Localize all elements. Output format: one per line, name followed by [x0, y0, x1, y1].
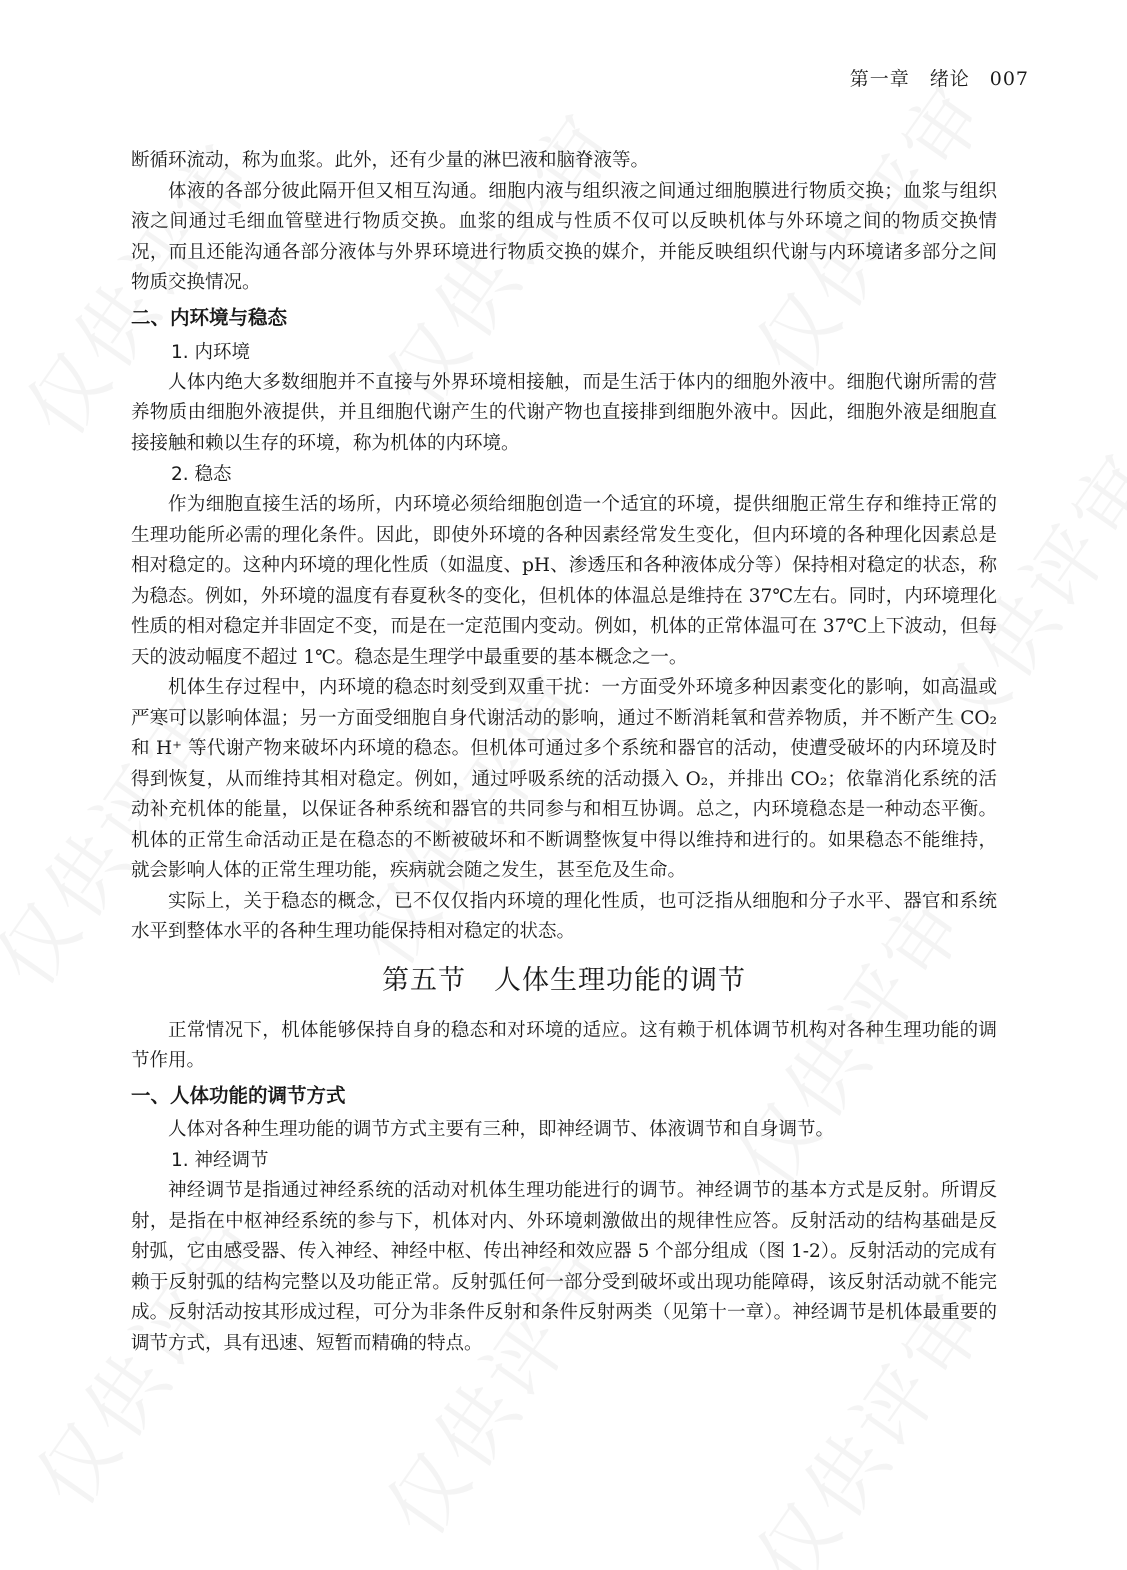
item-heading: 1. 内环境 — [171, 341, 251, 363]
body-paragraph: 人体对各种生理功能的调节方式主要有三种，即神经调节、体液调节和自身调节。 — [168, 1118, 835, 1140]
body-paragraph: 机体生存过程中，内环境的稳态时刻受到双重干扰：一方面受外环境多种因素变化的影响，如高温或严寒可以影响体温；另一方面受细胞自身代谢活动的影响，通过不断消耗氧和营养物质，并不断产生 CO₂ 和 H⁺ 等代谢产物来破坏内环境的稳态。但机体可通过多个系统和器官的活动，使遭受破坏的内环境及时得到恢复，从而维持其相对稳定。例如，通过呼吸系统的活动摄入 O₂，并排出 CO₂；依靠消化系统的活动补充机体的能量，以保证各种系统和器官的共同参与和相互协调。总之，内环境稳态是一种动态平衡。机体的正常生命活动正是在稳态的不断被破坏和不断调整恢复中得以维持和进行的。如果稳态不能维持，就会影响人体的正常生理功能，疾病就会随之发生，甚至危及生命。 — [131, 677, 997, 881]
body-paragraph: 实际上，关于稳态的概念，已不仅仅指内环境的理化性质，也可泛指从细胞和分子水平、器官和系统水平到整体水平的各种生理功能保持相对稳定的状态。 — [131, 890, 997, 942]
section-title: 第五节 人体生理功能的调节 — [382, 964, 746, 996]
page-body — [131, 146, 997, 1359]
page-number: 007 — [989, 68, 1029, 90]
body-paragraph: 断循环流动，称为血浆。此外，还有少量的淋巴液和脑脊液等。 — [131, 150, 650, 171]
item-heading: 1. 神经调节 — [171, 1150, 269, 1171]
chapter-title: 第一章 绪论 — [849, 68, 970, 90]
body-paragraph: 人体内绝大多数细胞并不直接与外界环境相接触，而是生活于体内的细胞外液中。细胞代谢所需的营养物质由细胞外液提供，并且细胞代谢产生的代谢产物也直接排到细胞外液中。因此，细胞外液是细胞直接接触和赖以生存的环境，称为机体的内环境。 — [131, 371, 997, 454]
body-paragraph: 神经调节是指通过神经系统的活动对机体生理功能进行的调节。神经调节的基本方式是反射。所谓反射，是指在中枢神经系统的参与下，机体对内、外环境刺激做出的规律性应答。反射活动的结构基础是反射弧，它由感受器、传入神经、神经中枢、传出神经和效应器 5 个部分组成（图 1-2）。反射活动的完成有赖于反射弧的结构完整以及功能正常。反射弧任何一部分受到破坏或出现功能障碍，该反射活动就不能完成。反射活动按其形成过程，可分为非条件反射和条件反射两类（见第十一章）。神经调节是机体最重要的调节方式，具有迅速、短暂而精确的特点。 — [131, 1180, 997, 1354]
subsection-heading: 一、人体功能的调节方式 — [131, 1083, 346, 1107]
subsection-heading: 二、内环境与稳态 — [131, 305, 288, 329]
running-head — [850, 64, 1029, 91]
body-paragraph: 体液的各部分彼此隔开但又相互沟通。细胞内液与组织液之间通过细胞膜进行物质交换；血浆与组织液之间通过毛细血管壁进行物质交换。血浆的组成与性质不仅可以反映机体与外环境之间的物质交换情况，而且还能沟通各部分液体与外界环境进行物质交换的媒介，并能反映组织代谢与内环境诸多部分之间物质交换情况。 — [131, 180, 997, 293]
item-heading: 2. 稳态 — [171, 464, 232, 485]
body-paragraph: 正常情况下，机体能够保持自身的稳态和对环境的适应。这有赖于机体调节机构对各种生理功能的调节作用。 — [131, 1019, 997, 1071]
body-paragraph: 作为细胞直接生活的场所，内环境必须给细胞创造一个适宜的环境，提供细胞正常生存和维持正常的生理功能所必需的理化条件。因此，即使外环境的各种因素经常发生变化，但内环境的各种理化因素总是相对稳定的。这种内环境的理化性质（如温度、pH、渗透压和各种液体成分等）保持相对稳定的状态，称为稳态。例如，外环境的温度有春夏秋冬的变化，但机体的体温总是维持在 37℃左右。同时，内环境理化性质的相对稳定并非固定不变，而是在一定范围内变动。例如，机体的正常体温可在 37℃上下波动，但每天的波动幅度不超过 1℃。稳态是生理学中最重要的基本概念之一。 — [131, 494, 997, 668]
